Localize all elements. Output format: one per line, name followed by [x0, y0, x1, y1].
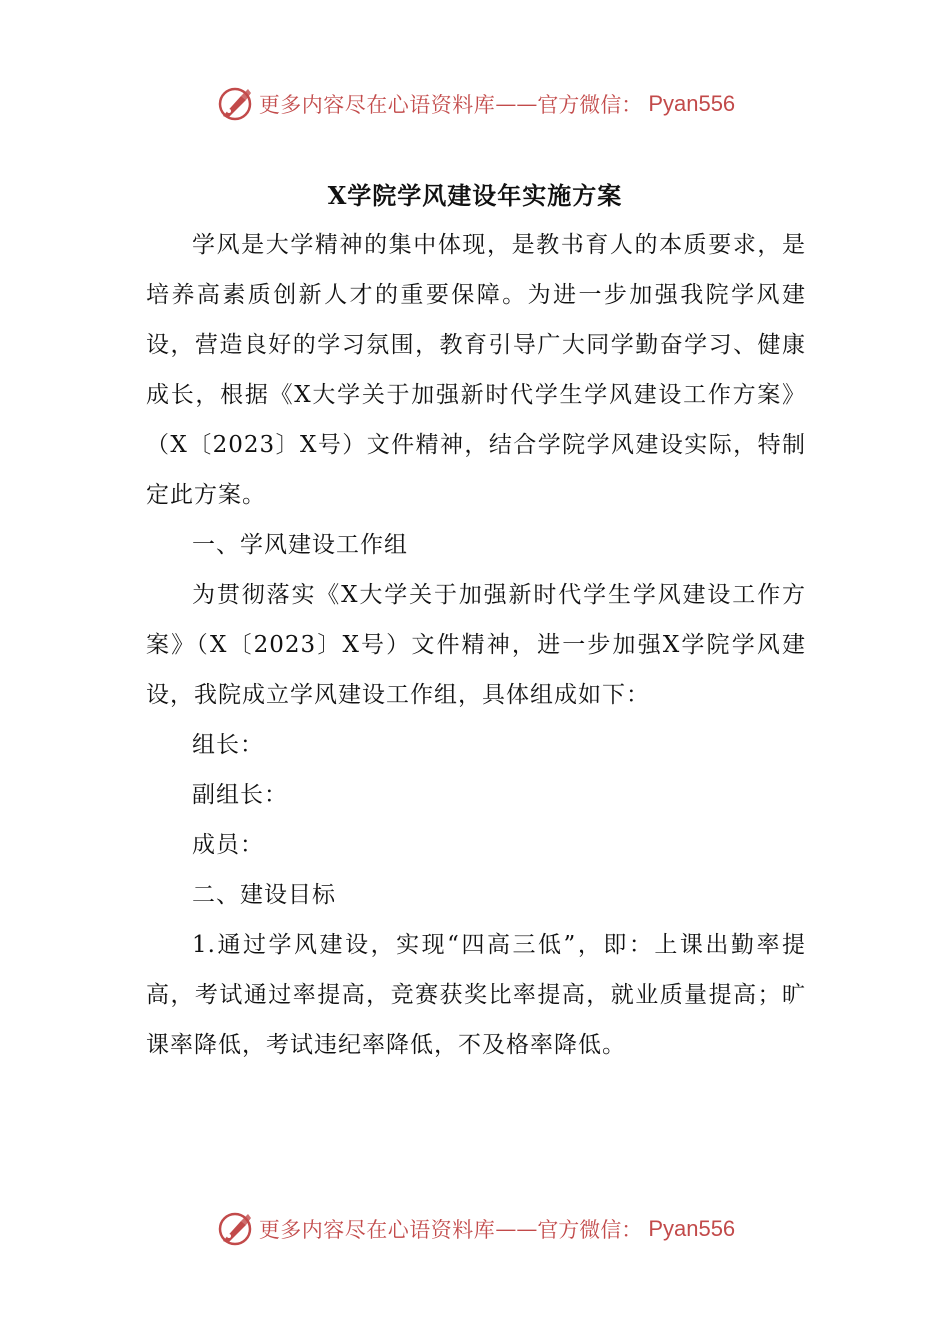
banner-wechat-label: 官方微信：: [537, 93, 643, 117]
document-body: [146, 220, 806, 1070]
banner-text: 更多内容尽在心语资料库: [258, 1218, 496, 1242]
group-leader-line: 组长：: [192, 732, 264, 758]
document-title: X学院学风建设年实施方案: [327, 181, 623, 210]
footer-banner: [0, 1207, 950, 1251]
banner-wechat-id: Pyan556: [648, 1216, 736, 1241]
intro-paragraph: 学风是大学精神的集中体现，是教书育人的本质要求，是培养高素质创新人才的重要保障。为进一步加强我院学风建设，营造良好的学习氛围，教育引导广大同学勤奋学习、健康成长，根据《X大学关于加强新时代学生学风建设工作方案》（X〔2023〕X号）文件精神，结合学院学风建设实际，特制定此方案。: [146, 232, 806, 508]
banner-wechat-id: Pyan556: [648, 91, 736, 116]
goal-item-1: 1.通过学风建设，实现“四高三低”，即：上课出勤率提高，考试通过率提高，竞赛获奖比率提高，就业质量提高；旷课率降低，考试违纪率降低，不及格率降低。: [146, 932, 806, 1058]
section-heading-1: 一、学风建设工作组: [192, 532, 408, 558]
banner-wechat-label: 官方微信：: [537, 1218, 643, 1242]
banner-text: 更多内容尽在心语资料库: [258, 93, 496, 117]
header-banner: [0, 82, 950, 126]
members-line: 成员：: [192, 832, 264, 858]
banner-separator: ——: [495, 92, 538, 116]
deputy-leader-line: 副组长：: [192, 782, 288, 808]
pen-nib-logo-icon: [215, 84, 255, 124]
section-1-paragraph: 为贯彻落实《X大学关于加强新时代学生学风建设工作方案》（X〔2023〕X号）文件精神，进一步加强X学院学风建设，我院成立学风建设工作组，具体组成如下：: [146, 582, 806, 708]
pen-nib-logo-icon: [215, 1209, 255, 1249]
section-heading-2: 二、建设目标: [192, 882, 336, 908]
banner-separator: ——: [495, 1217, 538, 1241]
